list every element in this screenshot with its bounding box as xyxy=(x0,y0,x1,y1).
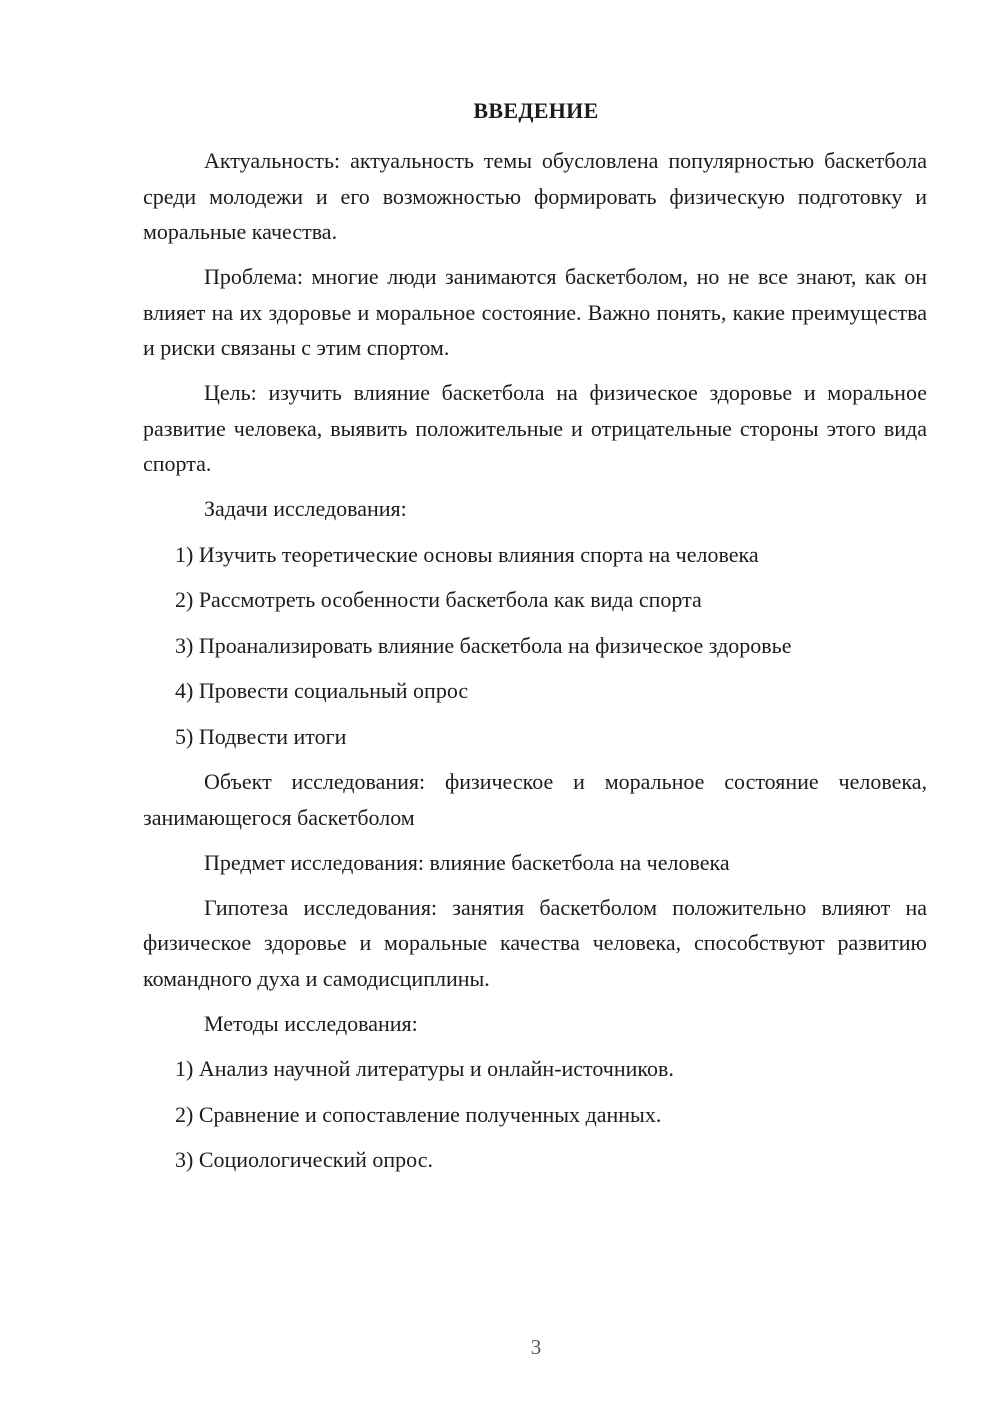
document-body xyxy=(143,143,927,1188)
page-number: 3 xyxy=(530,1335,542,1359)
list-item: 1) Изучить теоретические основы влияния спорта на человека xyxy=(175,541,759,567)
methods-list xyxy=(143,1051,927,1178)
list-item: 1) Анализ научной литературы и онлайн-источников. xyxy=(175,1056,674,1081)
tasks-list xyxy=(143,537,927,755)
subject-paragraph: Предмет исследования: влияние баскетбола на человека xyxy=(204,849,730,875)
list-item: 4) Провести социальный опрос xyxy=(175,678,469,703)
list-item: 5) Подвести итоги xyxy=(175,723,347,749)
goal-paragraph: Цель: изучить влияние баскетбола на физическое здоровье и моральное развитие человека, выявить положительные и отрицательные стороны этого вида спорта. xyxy=(143,380,927,476)
hypothesis-paragraph: Гипотеза исследования: занятия баскетболом положительно влияют на физическое здоровье и моральные качества человека, способствуют развитию командного духа и самодисциплины. xyxy=(143,894,927,991)
problem-paragraph: Проблема: многие люди занимаются баскетболом, но не все знают, как он влияет на их здоровье и моральное состояние. Важно понять, какие преимущества и риски связаны с этим спортом. xyxy=(143,264,927,360)
list-item: 2) Рассмотреть особенности баскетбола как вида спорта xyxy=(175,587,702,612)
list-item: 3) Проанализировать влияние баскетбола на физическое здоровье xyxy=(175,632,792,658)
methods-heading: Методы исследования: xyxy=(204,1010,418,1036)
list-item: 3) Социологический опрос. xyxy=(175,1147,433,1172)
list-item: 2) Сравнение и сопоставление полученных данных. xyxy=(175,1101,662,1127)
object-paragraph: Объект исследования: физическое и моральное состояние человека, занимающегося баскетболом xyxy=(143,769,927,830)
page-title: ВВЕДЕНИЕ xyxy=(473,98,599,123)
relevance-paragraph: Актуальность: актуальность темы обусловлена популярностью баскетбола среди молодежи и его возможностью формировать физическую подготовку и моральные качества. xyxy=(143,148,927,244)
tasks-heading: Задачи исследования: xyxy=(204,496,407,521)
